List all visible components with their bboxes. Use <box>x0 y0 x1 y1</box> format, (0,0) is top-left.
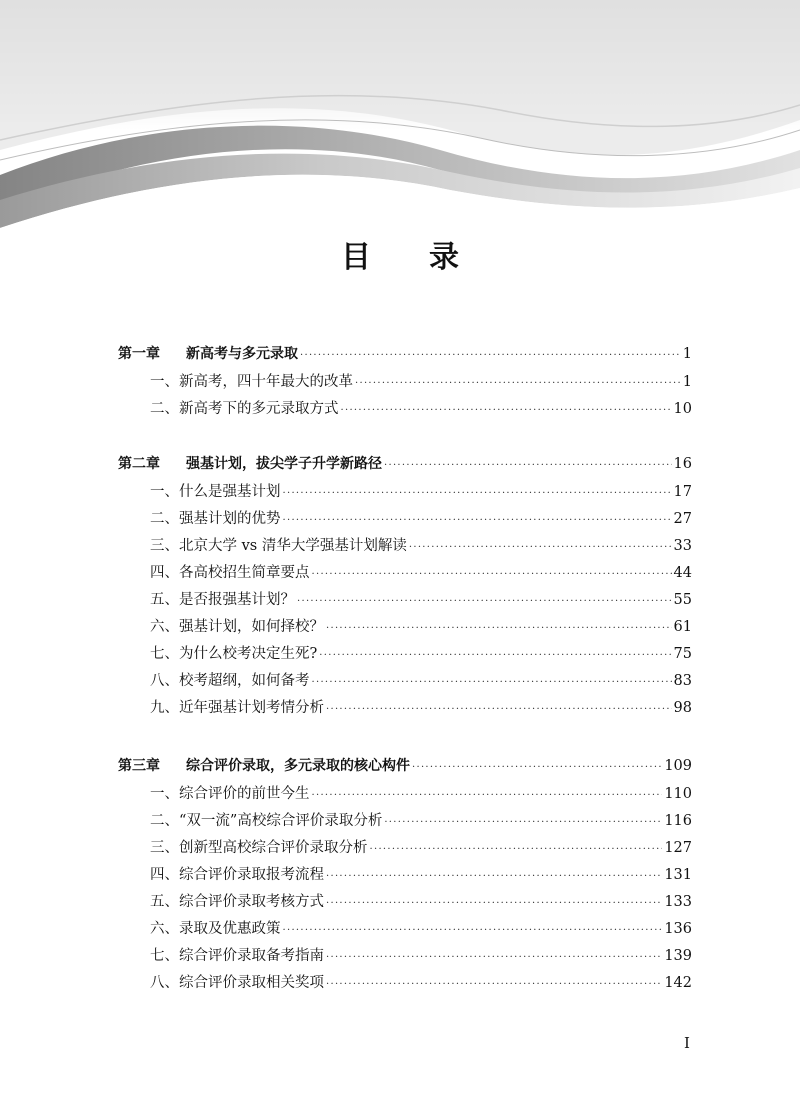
leader-dots <box>297 596 672 607</box>
toc-chapter-2[interactable] <box>118 453 692 475</box>
page-number: 133 <box>664 894 692 910</box>
section-label: 一、什么是强基计划 <box>150 484 281 500</box>
section-label: 五、是否报强基计划？ <box>150 592 295 608</box>
page-number: 17 <box>673 484 692 500</box>
page-number: 55 <box>673 592 692 608</box>
page-number: 131 <box>664 867 692 883</box>
toc-section[interactable] <box>150 370 692 392</box>
page-number: 27 <box>673 511 692 527</box>
toc-section[interactable] <box>150 507 692 529</box>
leader-dots <box>384 460 672 471</box>
leader-dots <box>312 790 663 801</box>
decorative-wave-banner <box>0 0 800 240</box>
section-label: 七、为什么校考决定生死? <box>150 646 318 662</box>
page-number: 139 <box>664 948 692 964</box>
chapter-title: 新高考与多元录取 <box>186 346 298 362</box>
toc-section[interactable] <box>150 696 692 718</box>
toc-section[interactable] <box>150 836 692 858</box>
section-label: 三、北京大学 vs 清华大学强基计划解读 <box>150 538 407 554</box>
chapter-number: 第三章 <box>118 758 160 774</box>
page-number: 98 <box>673 700 692 716</box>
toc-section[interactable] <box>150 561 692 583</box>
chapter-number: 第一章 <box>118 346 160 362</box>
toc-section[interactable] <box>150 615 692 637</box>
page-folio: I <box>684 1034 690 1052</box>
page-number: 136 <box>664 921 692 937</box>
page-number: 1 <box>682 374 692 390</box>
chapter-number: 第二章 <box>118 456 160 472</box>
toc-section[interactable] <box>150 917 692 939</box>
section-label: 二、强基计划的优势 <box>150 511 281 527</box>
leader-dots <box>384 817 662 828</box>
leader-dots <box>326 898 662 909</box>
toc-section[interactable] <box>150 971 692 993</box>
section-label: 六、录取及优惠政策 <box>150 921 281 937</box>
page-number: 127 <box>664 840 692 856</box>
leader-dots <box>319 650 671 661</box>
page-number: 116 <box>664 813 692 829</box>
leader-dots <box>326 623 672 634</box>
toc-section[interactable] <box>150 944 692 966</box>
page-title <box>0 232 800 276</box>
toc-section[interactable] <box>150 782 692 804</box>
chapter-title: 强基计划，拔尖学子升学新路径 <box>186 456 382 472</box>
section-label: 四、各高校招生简章要点 <box>150 565 310 581</box>
leader-dots <box>283 488 672 499</box>
leader-dots <box>409 542 672 553</box>
section-label: 九、近年强基计划考情分析 <box>150 700 324 716</box>
leader-dots <box>355 378 681 389</box>
toc-section[interactable] <box>150 534 692 556</box>
toc-section[interactable] <box>150 890 692 912</box>
page-number: 33 <box>673 538 692 554</box>
toc-section[interactable] <box>150 397 692 419</box>
page-number: 16 <box>673 456 692 472</box>
toc-section[interactable] <box>150 809 692 831</box>
section-label: 四、综合评价录取报考流程 <box>150 867 324 883</box>
leader-dots <box>312 569 672 580</box>
toc-section[interactable] <box>150 480 692 502</box>
section-label: 三、创新型高校综合评价录取分析 <box>150 840 368 856</box>
page-title-char-2: 录 <box>429 240 459 275</box>
section-label: 一、综合评价的前世今生 <box>150 786 310 802</box>
page-number: 75 <box>673 646 692 662</box>
leader-dots <box>341 405 672 416</box>
leader-dots <box>283 515 672 526</box>
page-number: 142 <box>664 975 692 991</box>
toc-chapter-1[interactable] <box>118 343 692 365</box>
section-label: 八、校考超纲，如何备考 <box>150 673 310 689</box>
page-number: 61 <box>673 619 692 635</box>
leader-dots <box>326 871 662 882</box>
leader-dots <box>370 844 663 855</box>
leader-dots <box>326 952 662 963</box>
page-number: 109 <box>664 758 692 774</box>
toc-section[interactable] <box>150 588 692 610</box>
section-label: 六、强基计划，如何择校？ <box>150 619 324 635</box>
leader-dots <box>412 762 662 773</box>
toc-section[interactable] <box>150 642 692 664</box>
section-label: 二、新高考下的多元录取方式 <box>150 401 339 417</box>
toc-chapter-3[interactable] <box>118 755 692 777</box>
page-title-char-1: 目 <box>341 240 371 275</box>
chapter-title: 综合评价录取，多元录取的核心构件 <box>186 758 410 774</box>
leader-dots <box>312 677 672 688</box>
section-label: 七、综合评价录取备考指南 <box>150 948 324 964</box>
leader-dots <box>326 979 662 990</box>
section-label: 二、“双一流”高校综合评价录取分析 <box>150 813 383 829</box>
leader-dots <box>326 704 672 715</box>
section-label: 五、综合评价录取考核方式 <box>150 894 324 910</box>
section-label: 八、综合评价录取相关奖项 <box>150 975 324 991</box>
section-label: 一、新高考，四十年最大的改革 <box>150 374 353 390</box>
toc-section[interactable] <box>150 669 692 691</box>
page-number: 83 <box>673 673 692 689</box>
leader-dots <box>300 350 681 361</box>
page-number: 44 <box>673 565 692 581</box>
leader-dots <box>283 925 663 936</box>
page-number: 1 <box>682 346 692 362</box>
toc-section[interactable] <box>150 863 692 885</box>
page-number: 10 <box>673 401 692 417</box>
page-number: 110 <box>664 786 692 802</box>
